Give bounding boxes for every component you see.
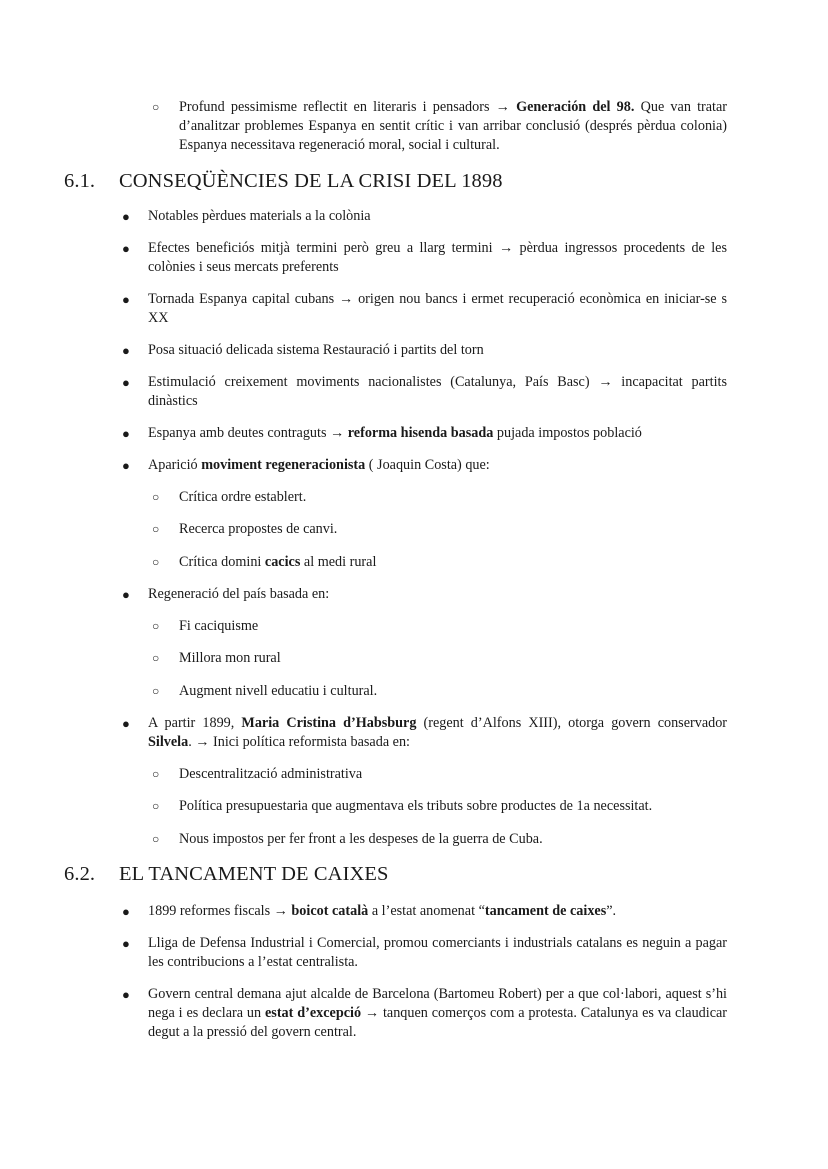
govern-bold: estat d’excepció xyxy=(265,1005,362,1021)
partir-text-3: . → Inici política reformista basada en: xyxy=(188,734,411,750)
tancament-bold: tancament de caixes xyxy=(484,903,607,919)
bullet-icon: ● xyxy=(122,987,130,1002)
circle-bullet-icon: ○ xyxy=(152,619,160,633)
bullet-icon: ● xyxy=(122,241,130,256)
bullet-icon: ● xyxy=(122,343,130,358)
section-title: CONSEQÜÈNCIES DE LA CRISI DEL 1898 xyxy=(119,170,503,192)
bullet-icon: ● xyxy=(122,458,130,473)
regen-text-2: ( Joaquin Costa) que: xyxy=(368,457,490,473)
boicot-bold: boicot català xyxy=(291,903,369,919)
sub-list-item-text: Nous impostos per fer front a les despeses de la guerra de Cuba. xyxy=(179,831,543,847)
govern-text-1: Govern central demana ajut alcalde de Barcelona (Bartomeu Robert) per a que col·labori, aquest s’hi nega i es declara un xyxy=(148,986,727,1021)
circle-bullet-icon: ○ xyxy=(152,522,160,536)
circle-bullet-icon: ○ xyxy=(152,767,160,781)
boicot-text-2: a l’estat anomenat “ xyxy=(371,903,485,919)
list-item-text: Notables pèrdues materials a la colònia xyxy=(148,208,371,224)
list-item-hisenda xyxy=(122,424,727,443)
sub-list-item xyxy=(152,617,727,636)
bullet-icon: ● xyxy=(122,292,130,307)
list-item-text: Lliga de Defensa Industrial i Comercial, promou comerciants i industrials catalans es neguin a pagar les contribucions a l’estat centralista. xyxy=(148,935,727,970)
sub-list-item-text: Millora mon rural xyxy=(179,650,281,666)
sub-list-item-text: Crítica ordre establert. xyxy=(179,489,307,505)
sub-list-item-text: Descentralització administrativa xyxy=(179,766,363,782)
sub-list-item-cacics xyxy=(152,553,727,572)
circle-bullet-icon: ○ xyxy=(152,651,160,665)
bullet-icon: ● xyxy=(122,904,130,919)
hisenda-bold: reforma hisenda basada xyxy=(347,425,494,441)
partir-bold-1: Maria Cristina d’Habsburg xyxy=(241,715,417,731)
partir-bold-2: Silvela xyxy=(148,734,189,750)
cacics-text-2: al medi rural xyxy=(303,554,377,570)
bullet-icon: ● xyxy=(122,426,130,441)
partir-text-1: A partir 1899, xyxy=(148,715,235,731)
bullet-icon: ● xyxy=(122,375,130,390)
sub-list-item-text: Recerca propostes de canvi. xyxy=(179,521,338,537)
list-item xyxy=(122,934,727,972)
bullet-icon: ● xyxy=(122,587,130,602)
list-item xyxy=(122,585,727,604)
bullet-icon: ● xyxy=(122,716,130,731)
list-item-text: Estimulació creixement moviments nacionalistes (Catalunya, País Basc) → incapacitat partits dinàstics xyxy=(148,374,727,409)
list-item-text: Posa situació delicada sistema Restauració i partits del torn xyxy=(148,342,484,358)
partir-text-2: (regent d’Alfons XIII), otorga govern conservador xyxy=(423,715,728,731)
list-item-boicot xyxy=(122,902,727,921)
circle-bullet-icon: ○ xyxy=(152,490,160,504)
intro-sub-bullet xyxy=(152,98,728,155)
section-heading-6-2 xyxy=(64,862,624,888)
regen-bold: moviment regeneracionista xyxy=(201,457,366,473)
list-item-habsburg xyxy=(122,714,728,752)
sub-list-item xyxy=(152,682,727,701)
section-heading-6-1 xyxy=(64,169,624,195)
circle-bullet-icon: ○ xyxy=(152,555,160,569)
sub-list-item-text: Política presupuestaria que augmentava els tributs sobre productes de 1a necessitat. xyxy=(179,798,653,814)
sub-list-item xyxy=(152,830,727,849)
list-item xyxy=(122,341,727,360)
bullet-icon: ● xyxy=(122,209,130,224)
boicot-text-1: 1899 reformes fiscals → xyxy=(148,903,288,919)
sub-list-item xyxy=(152,797,727,816)
list-item xyxy=(122,239,727,277)
section-number: 6.1. xyxy=(64,170,96,192)
list-item-regeneracionista xyxy=(122,456,727,475)
cacics-bold: cacics xyxy=(264,554,301,570)
list-item xyxy=(122,373,727,411)
circle-bullet-icon: ○ xyxy=(152,799,160,813)
sub-list-item xyxy=(152,488,727,507)
regen-text-1: Aparició xyxy=(148,457,198,473)
sub-list-item xyxy=(152,520,727,539)
list-item-text: Tornada Espanya capital cubans → origen nou bancs i ermet recuperació econòmica en iniciar-se s XX xyxy=(148,291,727,326)
list-item xyxy=(122,290,727,328)
hisenda-text-1: Espanya amb deutes contraguts → xyxy=(148,425,345,441)
circle-bullet-icon: ○ xyxy=(152,684,160,698)
boicot-text-3: ”. xyxy=(606,903,617,919)
sub-list-item xyxy=(152,765,727,784)
sub-list-item-text: Augment nivell educatiu i cultural. xyxy=(179,683,378,699)
intro-text-2: Que van tratar d’analitzar problemes Espanya en sentit crític i van arribar conclusió (després pèrdua colonia) Espanya necessitava regeneració moral, social i cultural. xyxy=(179,99,728,153)
hisenda-text-2: pujada impostos població xyxy=(496,425,642,441)
bullet-icon: ● xyxy=(122,936,130,951)
sub-list-item-text: Fi caciquisme xyxy=(179,618,259,634)
intro-bold-generacion: Generación del 98. xyxy=(516,99,635,115)
circle-bullet-icon: ○ xyxy=(152,832,160,846)
intro-text-1: Profund pessimisme reflectit en literaris i pensadors → xyxy=(179,99,510,115)
govern-text-2: → tanquen comerços com a protesta. Catalunya es va claudicar degut a la pressió del govern central. xyxy=(148,1005,728,1040)
list-item-text: Regeneració del país basada en: xyxy=(148,586,330,602)
section-number: 6.2. xyxy=(64,863,96,885)
sub-list-item xyxy=(152,649,727,668)
cacics-text-1: Crítica domini xyxy=(179,554,262,570)
list-item-text: Efectes beneficiós mitjà termini però greu a llarg termini → pèrdua ingressos procedents de les colònies i seus mercats preferents xyxy=(148,240,727,275)
list-item xyxy=(122,207,727,226)
list-item-govern xyxy=(122,985,728,1042)
section-title: EL TANCAMENT DE CAIXES xyxy=(119,863,389,885)
circle-bullet-icon: ○ xyxy=(152,100,160,114)
